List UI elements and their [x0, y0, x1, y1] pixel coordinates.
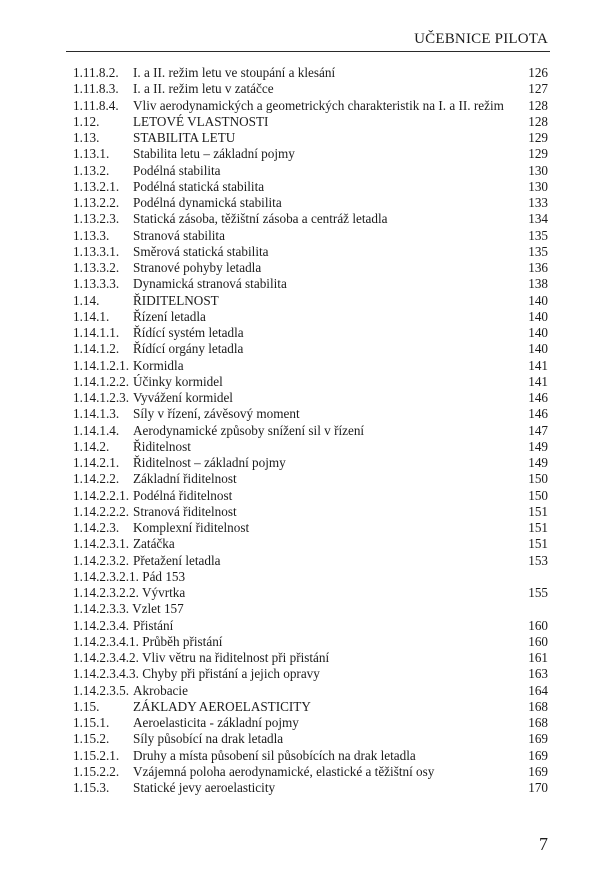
toc-row [0, 228, 600, 244]
toc-section-number: 1.11.8.3. [73, 81, 119, 97]
toc-row [0, 650, 600, 666]
toc-section-title: I. a II. režim letu ve stoupání a klesání [133, 65, 336, 80]
toc-page-number: 170 [528, 780, 548, 795]
toc-section-number: 1.14.2.1. [73, 455, 120, 470]
toc-page-number: 127 [528, 81, 548, 97]
header-rule [66, 51, 550, 52]
toc-page-number: 135 [528, 227, 548, 243]
toc-row [0, 146, 600, 162]
toc-row [0, 130, 600, 146]
toc-page-number: 151 [528, 520, 548, 535]
toc-row [0, 358, 600, 374]
toc-page-number: 141 [528, 373, 548, 389]
toc-row [0, 341, 600, 357]
toc-row [0, 374, 600, 390]
toc-section-title: Síly působící na drak letadla [133, 731, 284, 747]
toc-section-number: 1.14.2. [73, 438, 110, 454]
toc-row [0, 179, 600, 195]
toc-page-number: 168 [528, 698, 548, 714]
toc-section-title: Řízení letadla [133, 308, 206, 324]
toc-page-number: 140 [528, 308, 548, 324]
toc-section-title: Stranová stabilita [133, 227, 225, 243]
toc-section-number: 1.14.1.4. [73, 422, 120, 438]
toc-section-title: Statické jevy aeroelasticity [133, 780, 276, 795]
toc-section-title: Vzlet 157 [132, 601, 184, 617]
toc-page-number: 151 [528, 503, 548, 519]
toc-row [0, 666, 600, 682]
toc-page-number: 150 [528, 487, 548, 503]
toc-section-number: 1.14.2.2. [73, 471, 120, 487]
toc-section-title: Druhy a místa působení sil působících na drak letadla [133, 747, 416, 763]
toc-row [0, 455, 600, 471]
toc-row [0, 439, 600, 455]
toc-page-number: 149 [528, 455, 548, 470]
toc-row [0, 536, 600, 552]
toc-section-number: 1.14.2.3.2. [73, 552, 130, 568]
toc-section-title: LETOVÉ VLASTNOSTI [133, 113, 269, 129]
toc-row [0, 764, 600, 780]
toc-row [0, 601, 600, 617]
toc-section-number: 1.14.1.2.1. [73, 357, 130, 373]
toc-section-title: Podélná řiditelnost [133, 487, 233, 503]
toc-section-number: 1.13.3. [73, 227, 110, 243]
toc-section-title: Vliv aerodynamických a geometrických charakteristik na I. a II. režim [133, 97, 504, 113]
toc-section-title: Komplexní řiditelnost [133, 520, 250, 535]
toc-section-number: 1.14.2.3.3. [73, 601, 130, 617]
toc-page-number: 169 [528, 731, 548, 747]
toc-row [0, 293, 600, 309]
toc-page-number: 155 [528, 585, 548, 600]
toc-section-title: Přetažení letadla [133, 552, 221, 568]
toc-row [0, 488, 600, 504]
toc-section-title: ZÁKLADY AEROELASTICITY [133, 698, 311, 714]
toc-page-number: 169 [528, 747, 548, 763]
toc-section-number: 1.13.2. [73, 162, 110, 178]
toc-row [0, 98, 600, 114]
toc-section-number: 1.14.2.3.2.1. [73, 568, 139, 584]
toc-section-number: 1.14.1.2. [73, 341, 120, 357]
toc-section-title: Dynamická stranová stabilita [133, 276, 287, 292]
toc-section-title: ŘIDITELNOST [133, 292, 219, 308]
toc-section-number: 1.14.1.2.3. [73, 390, 130, 405]
toc-section-title: Průběh přistání [142, 633, 223, 649]
toc-row [0, 569, 600, 585]
toc-section-title: Řídící systém letadla [133, 325, 244, 340]
table-of-contents [0, 65, 600, 796]
toc-row [0, 65, 600, 81]
toc-page-number: 128 [528, 113, 548, 129]
toc-page-number: 129 [528, 146, 548, 162]
toc-section-number: 1.13.3.2. [73, 260, 120, 275]
toc-section-number: 1.15.2.1. [73, 747, 120, 763]
toc-section-number: 1.14.2.3.2.2. [73, 585, 139, 600]
toc-section-title: I. a II. režim letu v zatáčce [133, 81, 274, 97]
toc-page-number: 130 [528, 178, 548, 194]
toc-page-number: 130 [528, 162, 548, 178]
toc-section-title: Přistání [133, 617, 174, 633]
toc-section-title: Podélná dynamická stabilita [133, 195, 282, 210]
toc-row [0, 471, 600, 487]
toc-section-number: 1.14.2.3.1. [73, 536, 130, 552]
toc-section-number: 1.14.2.3.4.3. [73, 666, 139, 682]
toc-page-number: 138 [528, 276, 548, 292]
toc-section-title: Stabilita letu – základní pojmy [133, 146, 295, 162]
toc-row [0, 325, 600, 341]
toc-row [0, 715, 600, 731]
toc-section-title: Řídící orgány letadla [133, 341, 244, 357]
toc-row [0, 585, 600, 601]
toc-section-title: Podélná statická stabilita [133, 178, 265, 194]
toc-section-title: Stranová řiditelnost [133, 503, 237, 519]
toc-section-title: Řiditelnost – základní pojmy [133, 455, 286, 470]
toc-row [0, 406, 600, 422]
toc-section-number: 1.14.1. [73, 308, 110, 324]
toc-row [0, 731, 600, 747]
toc-page-number: 160 [528, 617, 548, 633]
toc-section-number: 1.13.3.1. [73, 243, 120, 259]
toc-page-number: 160 [528, 633, 548, 649]
running-header-title: UČEBNICE PILOTA [414, 31, 548, 47]
toc-section-number: 1.13.2.2. [73, 195, 120, 210]
toc-page-number: 140 [528, 341, 548, 357]
toc-section-number: 1.15.1. [73, 715, 110, 730]
toc-section-title: Aeroelasticita - základní pojmy [133, 715, 299, 730]
toc-page-number: 150 [528, 471, 548, 487]
toc-entry [73, 569, 185, 585]
toc-row [0, 683, 600, 699]
toc-row [0, 748, 600, 764]
toc-section-number: 1.14.2.3.4.1. [73, 633, 139, 649]
toc-page-number: 126 [528, 65, 548, 80]
toc-section-number: 1.11.8.4. [73, 97, 119, 113]
toc-section-number: 1.13.3.3. [73, 276, 120, 292]
toc-row [0, 260, 600, 276]
toc-section-number: 1.13. [73, 130, 100, 145]
toc-section-title: Pád 153 [142, 568, 186, 584]
toc-page-number: 164 [528, 682, 548, 698]
toc-section-number: 1.13.1. [73, 146, 110, 162]
toc-section-title: Statická zásoba, těžištní zásoba a centráž letadla [133, 211, 388, 227]
toc-section-number: 1.14.1.1. [73, 325, 120, 340]
toc-page-number: 146 [528, 390, 548, 405]
toc-page-number: 141 [528, 357, 548, 373]
toc-section-number: 1.14.2.3.5. [73, 682, 130, 698]
toc-section-title: Vliv větru na řiditelnost při přistání [142, 650, 330, 665]
toc-section-title: Vzájemná poloha aerodynamické, elastické a těžištní osy [133, 763, 435, 779]
toc-section-number: 1.15.2. [73, 731, 110, 747]
toc-row [0, 114, 600, 130]
toc-section-title: Řiditelnost [133, 438, 191, 454]
toc-section-title: Směrová statická stabilita [133, 243, 269, 259]
toc-section-title: Účinky kormidel [133, 373, 223, 389]
toc-page-number: 129 [528, 130, 548, 145]
toc-page-number: 140 [528, 292, 548, 308]
toc-page-number: 133 [528, 195, 548, 210]
toc-section-number: 1.14.1.3. [73, 406, 120, 422]
toc-page-number: 169 [528, 763, 548, 779]
toc-row [0, 244, 600, 260]
toc-page-number: 161 [528, 650, 548, 665]
toc-row [0, 81, 600, 97]
toc-section-number: 1.15. [73, 698, 100, 714]
toc-row [0, 309, 600, 325]
toc-section-number: 1.15.3. [73, 780, 110, 795]
toc-row [0, 553, 600, 569]
toc-section-title: Vyvážení kormidel [133, 390, 233, 405]
toc-section-number: 1.14.2.3. [73, 520, 120, 535]
toc-section-number: 1.15.2.2. [73, 763, 120, 779]
toc-section-title: Základní řiditelnost [133, 471, 237, 487]
toc-section-title: Vývrtka [142, 585, 186, 600]
toc-row [0, 390, 600, 406]
toc-row [0, 699, 600, 715]
toc-page-number: 163 [528, 666, 548, 682]
toc-page-number: 128 [528, 97, 548, 113]
toc-page-number: 149 [528, 438, 548, 454]
toc-page-number: 146 [528, 406, 548, 422]
toc-section-number: 1.14.2.2.2. [73, 503, 130, 519]
toc-row [0, 276, 600, 292]
toc-row [0, 634, 600, 650]
toc-entry [73, 650, 329, 666]
toc-page-number: 153 [528, 552, 548, 568]
toc-page-number: 151 [528, 536, 548, 552]
toc-section-title: Zatáčka [133, 536, 175, 552]
toc-section-number: 1.13.2.1. [73, 178, 120, 194]
toc-section-number: 1.14. [73, 292, 100, 308]
toc-row [0, 504, 600, 520]
toc-section-title: Kormidla [133, 357, 184, 373]
toc-entry [73, 601, 184, 617]
toc-section-title: Chyby při přistání a jejich opravy [142, 666, 320, 682]
toc-entry [73, 666, 320, 682]
toc-row [0, 195, 600, 211]
toc-section-title: Stranové pohyby letadla [133, 260, 262, 275]
toc-entry [73, 585, 185, 601]
toc-section-title: STABILITA LETU [133, 130, 236, 145]
toc-section-title: Síly v řízení, závěsový moment [133, 406, 300, 422]
toc-row [0, 211, 600, 227]
toc-section-number: 1.13.2.3. [73, 211, 120, 227]
toc-row [0, 618, 600, 634]
toc-page-number: 136 [528, 260, 548, 275]
toc-section-number: 1.14.2.3.4. [73, 617, 130, 633]
toc-section-title: Podélná stabilita [133, 162, 221, 178]
toc-section-number: 1.11.8.2. [73, 65, 119, 80]
toc-row [0, 163, 600, 179]
toc-section-number: 1.14.2.3.4.2. [73, 650, 139, 665]
toc-page-number: 140 [528, 325, 548, 340]
toc-entry [73, 634, 222, 650]
toc-page-number: 147 [528, 422, 548, 438]
toc-section-number: 1.12. [73, 113, 100, 129]
toc-section-number: 1.14.1.2.2. [73, 373, 130, 389]
toc-section-number: 1.14.2.2.1. [73, 487, 130, 503]
toc-page-number: 134 [528, 211, 548, 227]
toc-row [0, 520, 600, 536]
toc-row [0, 780, 600, 796]
toc-row [0, 423, 600, 439]
toc-section-title: Aerodynamické způsoby snížení sil v řízení [133, 422, 365, 438]
toc-page-number: 135 [528, 243, 548, 259]
page-number: 7 [539, 834, 548, 854]
toc-section-title: Akrobacie [133, 682, 188, 698]
toc-page-number: 168 [528, 715, 548, 730]
